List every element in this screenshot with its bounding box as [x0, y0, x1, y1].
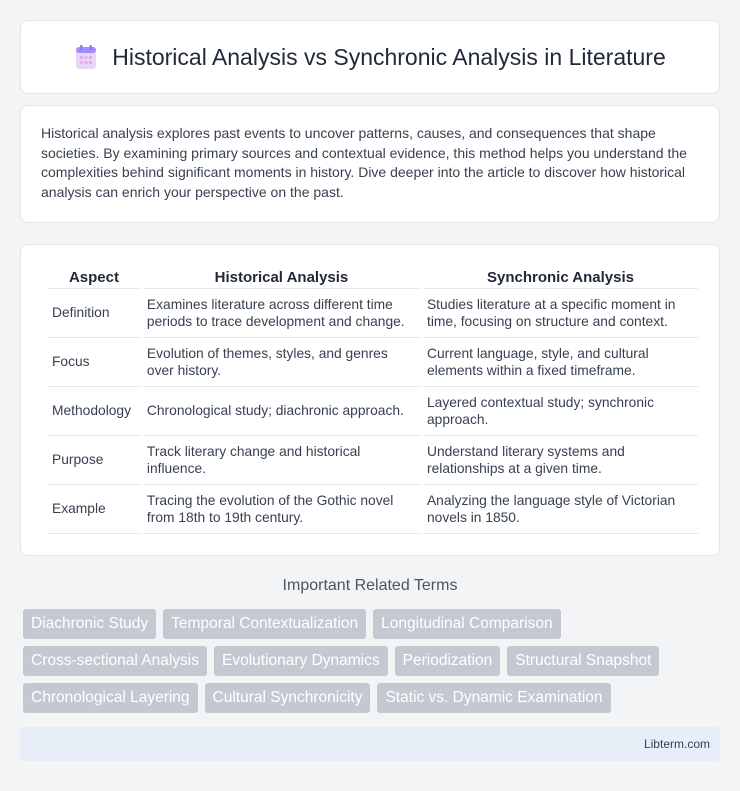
cell-historical: Evolution of themes, styles, and genres over history. [143, 338, 420, 387]
cell-aspect: Definition [48, 289, 140, 338]
cell-aspect: Example [48, 485, 140, 534]
comparison-table-card [20, 244, 720, 556]
table-row [48, 387, 698, 436]
table-row [48, 436, 698, 485]
cell-aspect: Methodology [48, 387, 140, 436]
cell-historical: Tracing the evolution of the Gothic novel from 18th to 19th century. [143, 485, 420, 534]
cell-historical: Track literary change and historical influence. [143, 436, 420, 485]
cell-historical: Chronological study; diachronic approach. [143, 387, 420, 436]
cell-synchronic: Layered contextual study; synchronic approach. [423, 387, 698, 436]
page-title: Historical Analysis vs Synchronic Analysis in Literature [112, 43, 666, 70]
tag-periodization[interactable]: Periodization [395, 646, 501, 676]
comparison-table [45, 265, 701, 534]
cell-synchronic: Analyzing the language style of Victorian novels in 1850. [423, 485, 698, 534]
tag-chronological-layering[interactable]: Chronological Layering [23, 683, 198, 713]
cell-synchronic: Understand literary systems and relationships at a given time. [423, 436, 698, 485]
tag-evolutionary-dynamics[interactable]: Evolutionary Dynamics [214, 646, 388, 676]
document-icon [74, 44, 98, 70]
tag-static-vs-dynamic-examination[interactable]: Static vs. Dynamic Examination [377, 683, 610, 713]
related-terms-title: Important Related Terms [282, 577, 458, 594]
cell-aspect: Focus [48, 338, 140, 387]
title-card [20, 20, 720, 94]
tag-row [23, 609, 723, 639]
header-historical: Historical Analysis [143, 265, 420, 289]
table-row [48, 485, 698, 534]
tag-longitudinal-comparison[interactable]: Longitudinal Comparison [373, 609, 560, 639]
cell-synchronic: Current language, style, and cultural elements within a fixed timeframe. [423, 338, 698, 387]
tag-cultural-synchronicity[interactable]: Cultural Synchronicity [205, 683, 371, 713]
cell-historical: Examines literature across different time periods to trace development and change. [143, 289, 420, 338]
table-row [48, 338, 698, 387]
intro-card [20, 105, 720, 223]
table-header-row [48, 265, 698, 289]
tag-diachronic-study[interactable]: Diachronic Study [23, 609, 156, 639]
footer-brand[interactable]: Libterm.com [643, 737, 710, 751]
related-terms-list [23, 609, 723, 720]
tag-row [23, 683, 723, 713]
footer [20, 727, 720, 761]
header-aspect: Aspect [48, 265, 140, 289]
table-row [48, 289, 698, 338]
cell-synchronic: Studies literature at a specific moment in time, focusing on structure and context. [423, 289, 698, 338]
tag-structural-snapshot[interactable]: Structural Snapshot [507, 646, 659, 676]
intro-text: Historical analysis explores past events to uncover patterns, causes, and consequences that shape societies. By examining primary sources and contextual evidence, this method helps you understand the complexities behind significant moments in history. Dive deeper into the article to discover how historical analysis can enrich your perspective on the past. [41, 125, 687, 200]
tag-temporal-contextualization[interactable]: Temporal Contextualization [163, 609, 366, 639]
header-synchronic: Synchronic Analysis [423, 265, 698, 289]
tag-row [23, 646, 723, 676]
cell-aspect: Purpose [48, 436, 140, 485]
tag-cross-sectional-analysis[interactable]: Cross-sectional Analysis [23, 646, 207, 676]
